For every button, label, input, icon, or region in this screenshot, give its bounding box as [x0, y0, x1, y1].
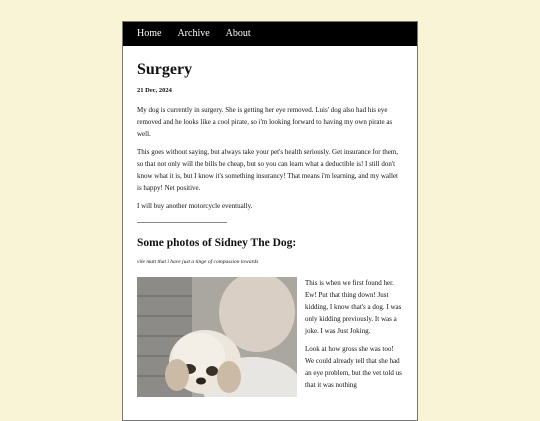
nav-archive-link[interactable]: Archive: [177, 28, 210, 39]
post-paragraph: This goes without saying, but always take your pet's health seriously. Get insurance for them, so that not only will the bills be cheap, but so you can learn what a deductible is! I still don't know what it is, but I know it's something insurancy! That means i'm learning, and my wallet is happy! Net positive.: [137, 148, 399, 192]
photos-caption: vile mutt that i have just a tinge of compassion towards: [137, 259, 259, 265]
nav-home-link[interactable]: Home: [137, 28, 162, 39]
photo-paragraph: Look at how gross she was too! We could already tell that she had an eye problem, but the vet told us that it was nothing: [305, 345, 402, 389]
page-card: [122, 21, 418, 421]
section-divider: [137, 222, 227, 223]
post-date: 21 Dec, 2024: [137, 87, 172, 94]
photo-paragraph: This is when we first found her. Ew! Put that thing down! Just kidding, I know that's a dog. I was only kidding previously. It was a joke. I was Just Joking.: [305, 279, 402, 335]
top-nav: [123, 22, 417, 46]
post-title: Surgery: [137, 61, 193, 78]
dog-photo-illustration: [137, 277, 297, 397]
photo-side-text: [305, 277, 403, 397]
post-paragraph: I will buy another motorcycle eventually.: [137, 202, 253, 210]
post-paragraph: My dog is currently in surgery. She is getting her eye removed. Luis' dog also had his eye removed and he looks like a cool pirate, so i'm looking forward to having my own pirate as well.: [137, 106, 393, 138]
post-content: [123, 59, 417, 397]
nav-about-link[interactable]: About: [225, 28, 251, 39]
photo-row: [137, 277, 403, 397]
dog-photo: [137, 277, 297, 397]
photos-heading: Some photos of Sidney The Dog:: [137, 237, 297, 249]
